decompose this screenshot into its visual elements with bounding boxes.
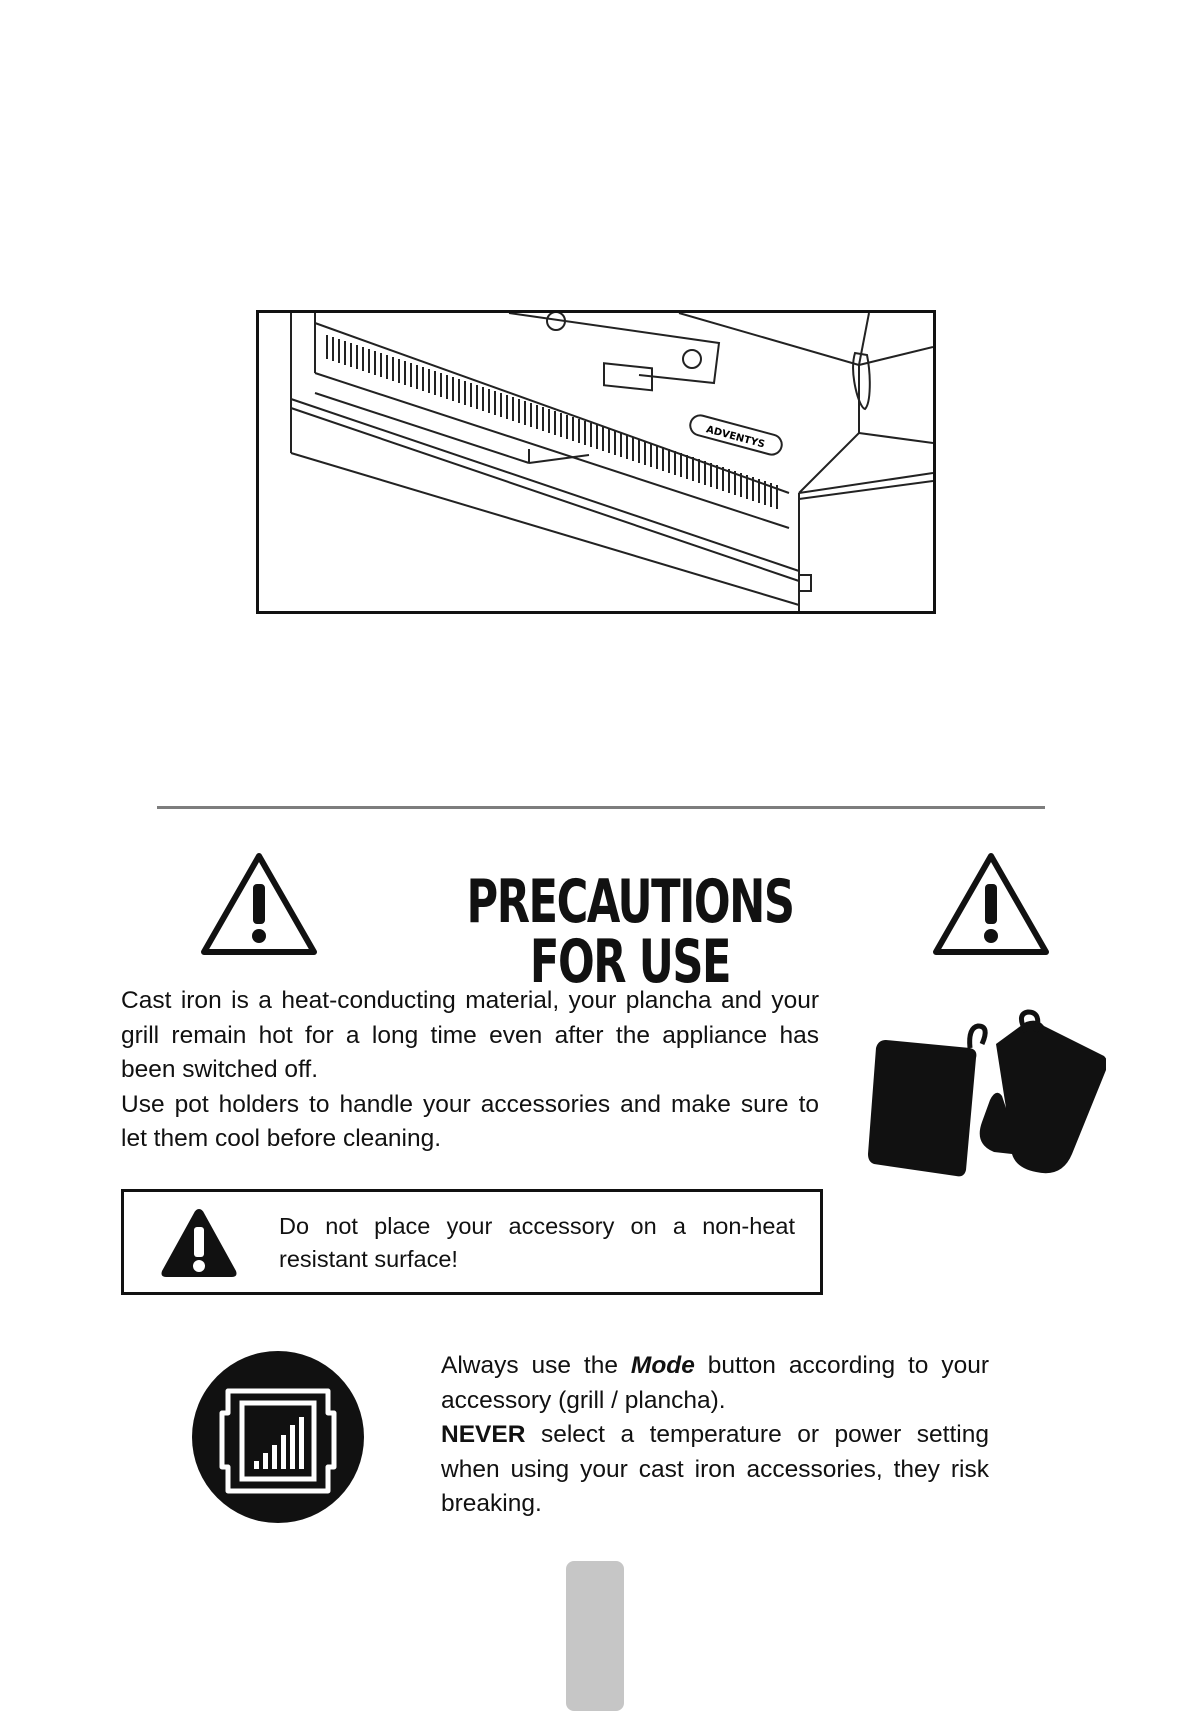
heat-paragraph-1: Cast iron is a heat-conducting material, your plancha and your grill remain hot for a long time even after the appliance has been switched off. (121, 987, 819, 1083)
page-title: PRECAUTIONS FOR USE (466, 867, 794, 997)
mode-line-1-after: button according to your accessory (grill / plancha). (441, 1352, 989, 1414)
mode-line-1-before: Always use the (441, 1352, 631, 1379)
mode-line-2 (441, 1418, 989, 1522)
pot-holders-icon (866, 1004, 1106, 1184)
brand-label: ADVENTYS (704, 424, 766, 451)
warning-box-text: Do not place your accessory on a non-heat resistant surface! (279, 1213, 795, 1272)
warning-triangle-icon (930, 850, 1052, 958)
warning-filled-icon (160, 1207, 238, 1279)
mode-keyword: Mode (630, 1352, 695, 1379)
appliance-illustration (256, 310, 936, 614)
never-keyword: NEVER (441, 1421, 526, 1448)
mode-button-icon (192, 1351, 364, 1523)
mode-line-2-after: select a temperature or power setting when using your cast iron accessories, they risk breaking. (441, 1421, 989, 1517)
heat-warning-text (121, 984, 819, 1157)
warning-triangle-icon (198, 850, 320, 958)
page-tab (566, 1561, 624, 1711)
hob-appliance-icon (259, 313, 933, 611)
section-separator (157, 806, 1045, 809)
mode-line-1 (441, 1349, 989, 1418)
mode-instructions-text (441, 1349, 989, 1522)
heat-paragraph-2: Use pot holders to handle your accessories and make sure to let them cool before cleaning. (121, 1090, 819, 1152)
warning-box (121, 1189, 823, 1295)
